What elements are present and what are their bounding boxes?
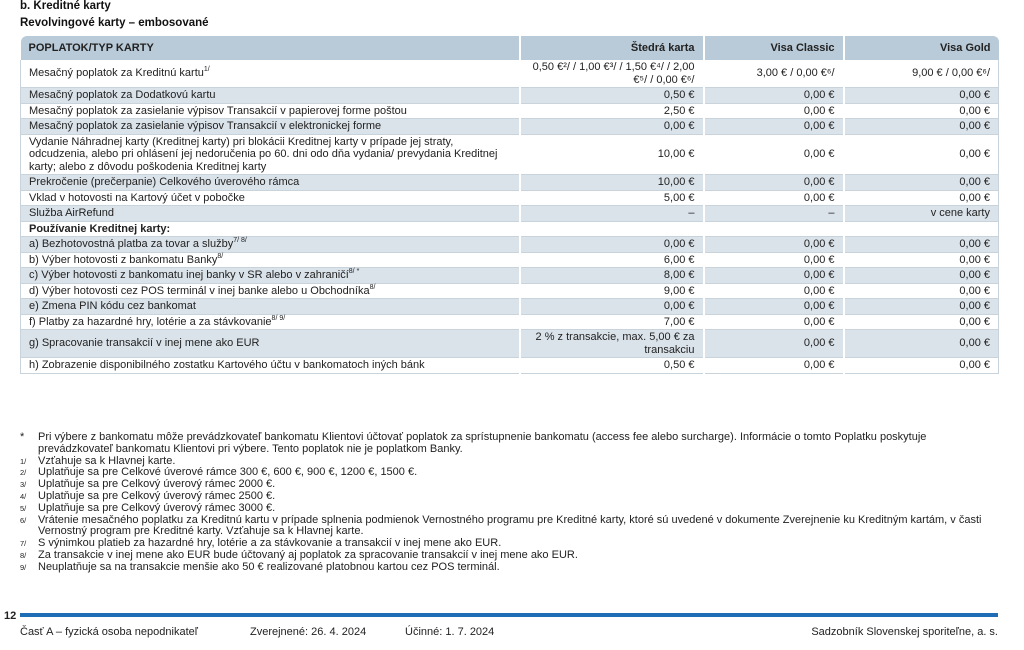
- visa-classic-value: 0,00 €: [704, 88, 844, 104]
- table-row: [21, 268, 999, 284]
- fee-label: e) Zmena PIN kódu cez bankomat: [29, 300, 196, 312]
- fee-label-cell: [21, 314, 520, 330]
- fee-label: Mesačný poplatok za Kreditnú kartu: [29, 67, 204, 80]
- fee-label-cell: [21, 299, 520, 315]
- fee-label-cell: [21, 103, 520, 119]
- fee-label-cell: [21, 221, 520, 237]
- visa-gold-value: 0,00 €: [844, 268, 999, 284]
- visa-classic-value: 0,00 €: [704, 119, 844, 135]
- fee-label: h) Zobrazenie disponibilného zostatku Kartového účtu v bankomatoch iných bánk: [29, 359, 425, 371]
- table-row: [21, 252, 999, 268]
- table-row: [21, 330, 999, 358]
- footnote-ref: 7/ 8/: [233, 237, 247, 244]
- fee-label-cell: [21, 190, 520, 206]
- footnote-text: Pri výbere z bankomatu môže prevádzkovateľ bankomatu Klientovi účtovať poplatok za sprístupnenie bankomatu (access fee alebo surcharge). Informácie o tomto Poplatku poskytuje prevádzkovateľ bankomatu Klientovi pri výbere. Tento poplatok nie je poplatkom Banky.: [38, 431, 927, 455]
- visa-classic-value: 0,00 €: [704, 314, 844, 330]
- footnote-text: Za transakcie v inej mene ako EUR bude účtovaný aj poplatok za spracovanie transakcií v inej mene ako EUR.: [38, 548, 578, 561]
- visa-gold-value: [844, 221, 999, 237]
- fee-label-cell: [21, 60, 520, 88]
- stedra-karta-value: 10,00 €: [520, 134, 704, 175]
- visa-classic-value: 0,00 €: [704, 283, 844, 299]
- footer-divider: [20, 613, 998, 617]
- page-footer: [20, 626, 998, 638]
- stedra-karta-value: 6,00 €: [520, 252, 704, 268]
- visa-gold-value: 0,00 €: [844, 190, 999, 206]
- header-visa-classic: Visa Classic: [704, 36, 844, 60]
- visa-classic-value: 0,00 €: [704, 252, 844, 268]
- footnote: [20, 432, 1000, 456]
- visa-gold-value: 0,00 €: [844, 299, 999, 315]
- table-row: [21, 119, 999, 135]
- visa-classic-value: 0,00 €: [704, 190, 844, 206]
- visa-gold-value: v cene karty: [844, 206, 999, 222]
- table-row: [21, 314, 999, 330]
- fee-label: Používanie Kreditnej karty:: [29, 222, 171, 235]
- table-row: [21, 206, 999, 222]
- footnote-text: Uplatňuje sa pre Celkový úverový rámec 2500 €.: [38, 489, 276, 502]
- fee-label: Mesačný poplatok za Dodatkovú kartu: [29, 89, 216, 101]
- header-visa-gold: Visa Gold: [844, 36, 999, 60]
- footnote-ref: 8/: [369, 283, 376, 291]
- visa-gold-value: 0,00 €: [844, 103, 999, 119]
- visa-classic-value: 0,00 €: [704, 268, 844, 284]
- header-stedra-karta: Štedrá karta: [520, 36, 704, 60]
- footnote-ref: 8/ 9/: [271, 314, 286, 322]
- visa-gold-value: 0,00 €: [844, 283, 999, 299]
- fee-label: Prekročenie (prečerpanie) Celkového úverového rámca: [29, 176, 300, 188]
- stedra-karta-value: 0,50 €: [520, 88, 704, 104]
- visa-gold-value: 0,00 €: [844, 358, 999, 374]
- footnote-marker: 8/: [20, 550, 27, 560]
- stedra-karta-value: 9,00 €: [520, 283, 704, 299]
- visa-gold-value: 0,00 €: [844, 330, 999, 358]
- footnote: [20, 515, 1000, 539]
- header-fee-type: POPLATOK/TYP KARTY: [21, 36, 520, 60]
- visa-gold-value: 0,00 €: [844, 175, 999, 191]
- fee-label: Vklad v hotovosti na Kartový účet v pobočke: [29, 191, 245, 204]
- stedra-karta-value: 0,00 €: [520, 119, 704, 135]
- footnote: [20, 491, 1000, 503]
- stedra-karta-value: 2,50 €: [520, 103, 704, 119]
- table-row: [21, 190, 999, 206]
- footnote-text: Vrátenie mesačného poplatku za Kreditnú kartu v prípade splnenia podmienok Vernostného programu pre Kreditné karty, ktoré sú uvedené v dokumente Zverejnenie ku Kreditným kartám, v časti Vernostný program pre Kreditné karty. Vzťahuje sa k Hlavnej karte.: [38, 513, 982, 538]
- table-row: [21, 60, 999, 88]
- footnote-marker: 5/: [20, 503, 27, 513]
- stedra-karta-value: [520, 221, 704, 237]
- footnote-marker: *: [20, 431, 25, 443]
- visa-gold-value: 0,00 €: [844, 252, 999, 268]
- footnote-ref: 8/ *: [348, 268, 360, 275]
- visa-classic-value: [704, 221, 844, 237]
- stedra-karta-value: 2 % z transakcie, max. 5,00 € za transakciu: [520, 330, 704, 358]
- table-row: [21, 175, 999, 191]
- fee-label-cell: [21, 283, 520, 299]
- footnote-ref: 8/: [217, 252, 224, 260]
- stedra-karta-value: 0,50 €²/ / 1,00 €³/ / 1,50 €⁴/ / 2,00 €⁵/ / 0,00 €⁶/: [520, 60, 704, 88]
- stedra-karta-value: 0,00 €: [520, 299, 704, 315]
- table-section-row: [21, 221, 999, 237]
- visa-gold-value: 0,00 €: [844, 314, 999, 330]
- footnote-text: Vzťahuje sa k Hlavnej karte.: [38, 454, 176, 467]
- visa-classic-value: 0,00 €: [704, 103, 844, 119]
- footnote-marker: 3/: [20, 480, 27, 490]
- table-row: [21, 283, 999, 299]
- footnote-text: Uplatňuje sa pre Celkový úverový rámec 2000 €.: [38, 478, 276, 491]
- visa-classic-value: 0,00 €: [704, 134, 844, 175]
- table-row: [21, 88, 999, 104]
- table-row: [21, 299, 999, 315]
- visa-gold-value: 9,00 € / 0,00 €⁶/: [844, 60, 999, 88]
- fee-label-cell: [21, 358, 520, 374]
- fee-label: Služba AirRefund: [29, 207, 114, 219]
- stedra-karta-value: 5,00 €: [520, 190, 704, 206]
- fee-label-cell: [21, 119, 520, 135]
- table-row: [21, 134, 999, 175]
- fee-label-cell: [21, 88, 520, 104]
- fee-label-cell: [21, 330, 520, 358]
- visa-classic-value: 0,00 €: [704, 237, 844, 253]
- stedra-karta-value: 0,50 €: [520, 358, 704, 374]
- stedra-karta-value: 0,00 €: [520, 237, 704, 253]
- stedra-karta-value: 10,00 €: [520, 175, 704, 191]
- fee-label: a) Bezhotovostná platba za tovar a služby: [29, 238, 234, 250]
- footer-part: Časť A – fyzická osoba nepodnikateľ: [20, 626, 198, 638]
- table-subtitle: Revolvingové karty – embosované: [20, 17, 209, 29]
- footnotes: [20, 432, 1000, 574]
- fee-table: [20, 36, 999, 374]
- fee-label: Mesačný poplatok za zasielanie výpisov Transakcií v papierovej forme poštou: [29, 104, 407, 117]
- visa-gold-value: 0,00 €: [844, 237, 999, 253]
- fee-label-cell: [21, 252, 520, 268]
- visa-gold-value: 0,00 €: [844, 119, 999, 135]
- fee-label: b) Výber hotovosti z bankomatu Banky: [29, 253, 218, 266]
- fee-label-cell: [21, 134, 520, 175]
- visa-classic-value: 3,00 € / 0,00 €⁶/: [704, 60, 844, 88]
- visa-classic-value: 0,00 €: [704, 330, 844, 358]
- footnote-text: Uplatňuje sa pre Celkové úverové rámce 300 €, 600 €, 900 €, 1200 €, 1500 €.: [38, 466, 418, 479]
- footnote-marker: 2/: [20, 468, 27, 478]
- table-row: [21, 237, 999, 253]
- visa-gold-value: 0,00 €: [844, 88, 999, 104]
- fee-table-wrapper: [20, 36, 998, 374]
- footnote: [20, 562, 1000, 574]
- stedra-karta-value: 7,00 €: [520, 314, 704, 330]
- page-number: 12: [4, 610, 20, 622]
- footnote-marker: 7/: [20, 539, 27, 549]
- footer-publisher: Sadzobník Slovenskej sporiteľne, a. s.: [811, 626, 998, 638]
- fee-label-cell: [21, 268, 520, 284]
- section-title: b. Kreditné karty: [20, 0, 111, 12]
- fee-label: d) Výber hotovosti cez POS terminál v inej banke alebo u Obchodníka: [29, 284, 370, 297]
- fee-label: g) Spracovanie transakcií v inej mene ako EUR: [29, 337, 260, 350]
- footnote-text: S výnimkou platieb za hazardné hry, lotérie a za stávkovanie a transakcií v inej mene ako EUR.: [38, 537, 502, 550]
- fee-label: Vydanie Náhradnej karty (Kreditnej karty) pri blokácii Kreditnej karty v prípade jej straty, odcudzenia, alebo pri ohlásení jej nedoručenia po 60. dni odo dňa vydania/ prevydania Kreditnej karty; alebo z dôvodu poškodenia Kreditnej karty: [29, 135, 498, 173]
- fee-label: Mesačný poplatok za zasielanie výpisov Transakcií v elektronickej forme: [29, 120, 382, 132]
- footer-published: Zverejnené: 26. 4. 2024: [250, 626, 367, 638]
- footer-effective: Účinné: 1. 7. 2024: [405, 626, 495, 638]
- visa-classic-value: 0,00 €: [704, 358, 844, 374]
- fee-label-cell: [21, 206, 520, 222]
- stedra-karta-value: –: [520, 206, 704, 222]
- fee-label-cell: [21, 175, 520, 191]
- visa-classic-value: 0,00 €: [704, 299, 844, 315]
- visa-gold-value: 0,00 €: [844, 134, 999, 175]
- footnote-text: Neuplatňuje sa na transakcie menšie ako 50 € realizované platobnou kartou cez POS terminál.: [38, 560, 500, 573]
- footnote-marker: 4/: [20, 491, 27, 501]
- table-row: [21, 103, 999, 119]
- table-header-row: [21, 36, 999, 60]
- visa-classic-value: 0,00 €: [704, 175, 844, 191]
- footnote: [20, 550, 1000, 562]
- footnote: [20, 503, 1000, 515]
- fee-label: f) Platby za hazardné hry, lotérie a za stávkovanie: [29, 315, 272, 328]
- fee-label-cell: [21, 237, 520, 253]
- table-row: [21, 358, 999, 374]
- visa-classic-value: –: [704, 206, 844, 222]
- fee-label: c) Výber hotovosti z bankomatu inej banky v SR alebo v zahraničí: [29, 269, 349, 281]
- footnote-ref: 1/: [203, 66, 210, 74]
- footnote-marker: 1/: [20, 456, 27, 466]
- footnote-marker: 6/: [20, 515, 27, 525]
- footnote-text: Uplatňuje sa pre Celkový úverový rámec 3000 €.: [38, 501, 276, 514]
- stedra-karta-value: 8,00 €: [520, 268, 704, 284]
- footnote-marker: 9/: [20, 562, 27, 572]
